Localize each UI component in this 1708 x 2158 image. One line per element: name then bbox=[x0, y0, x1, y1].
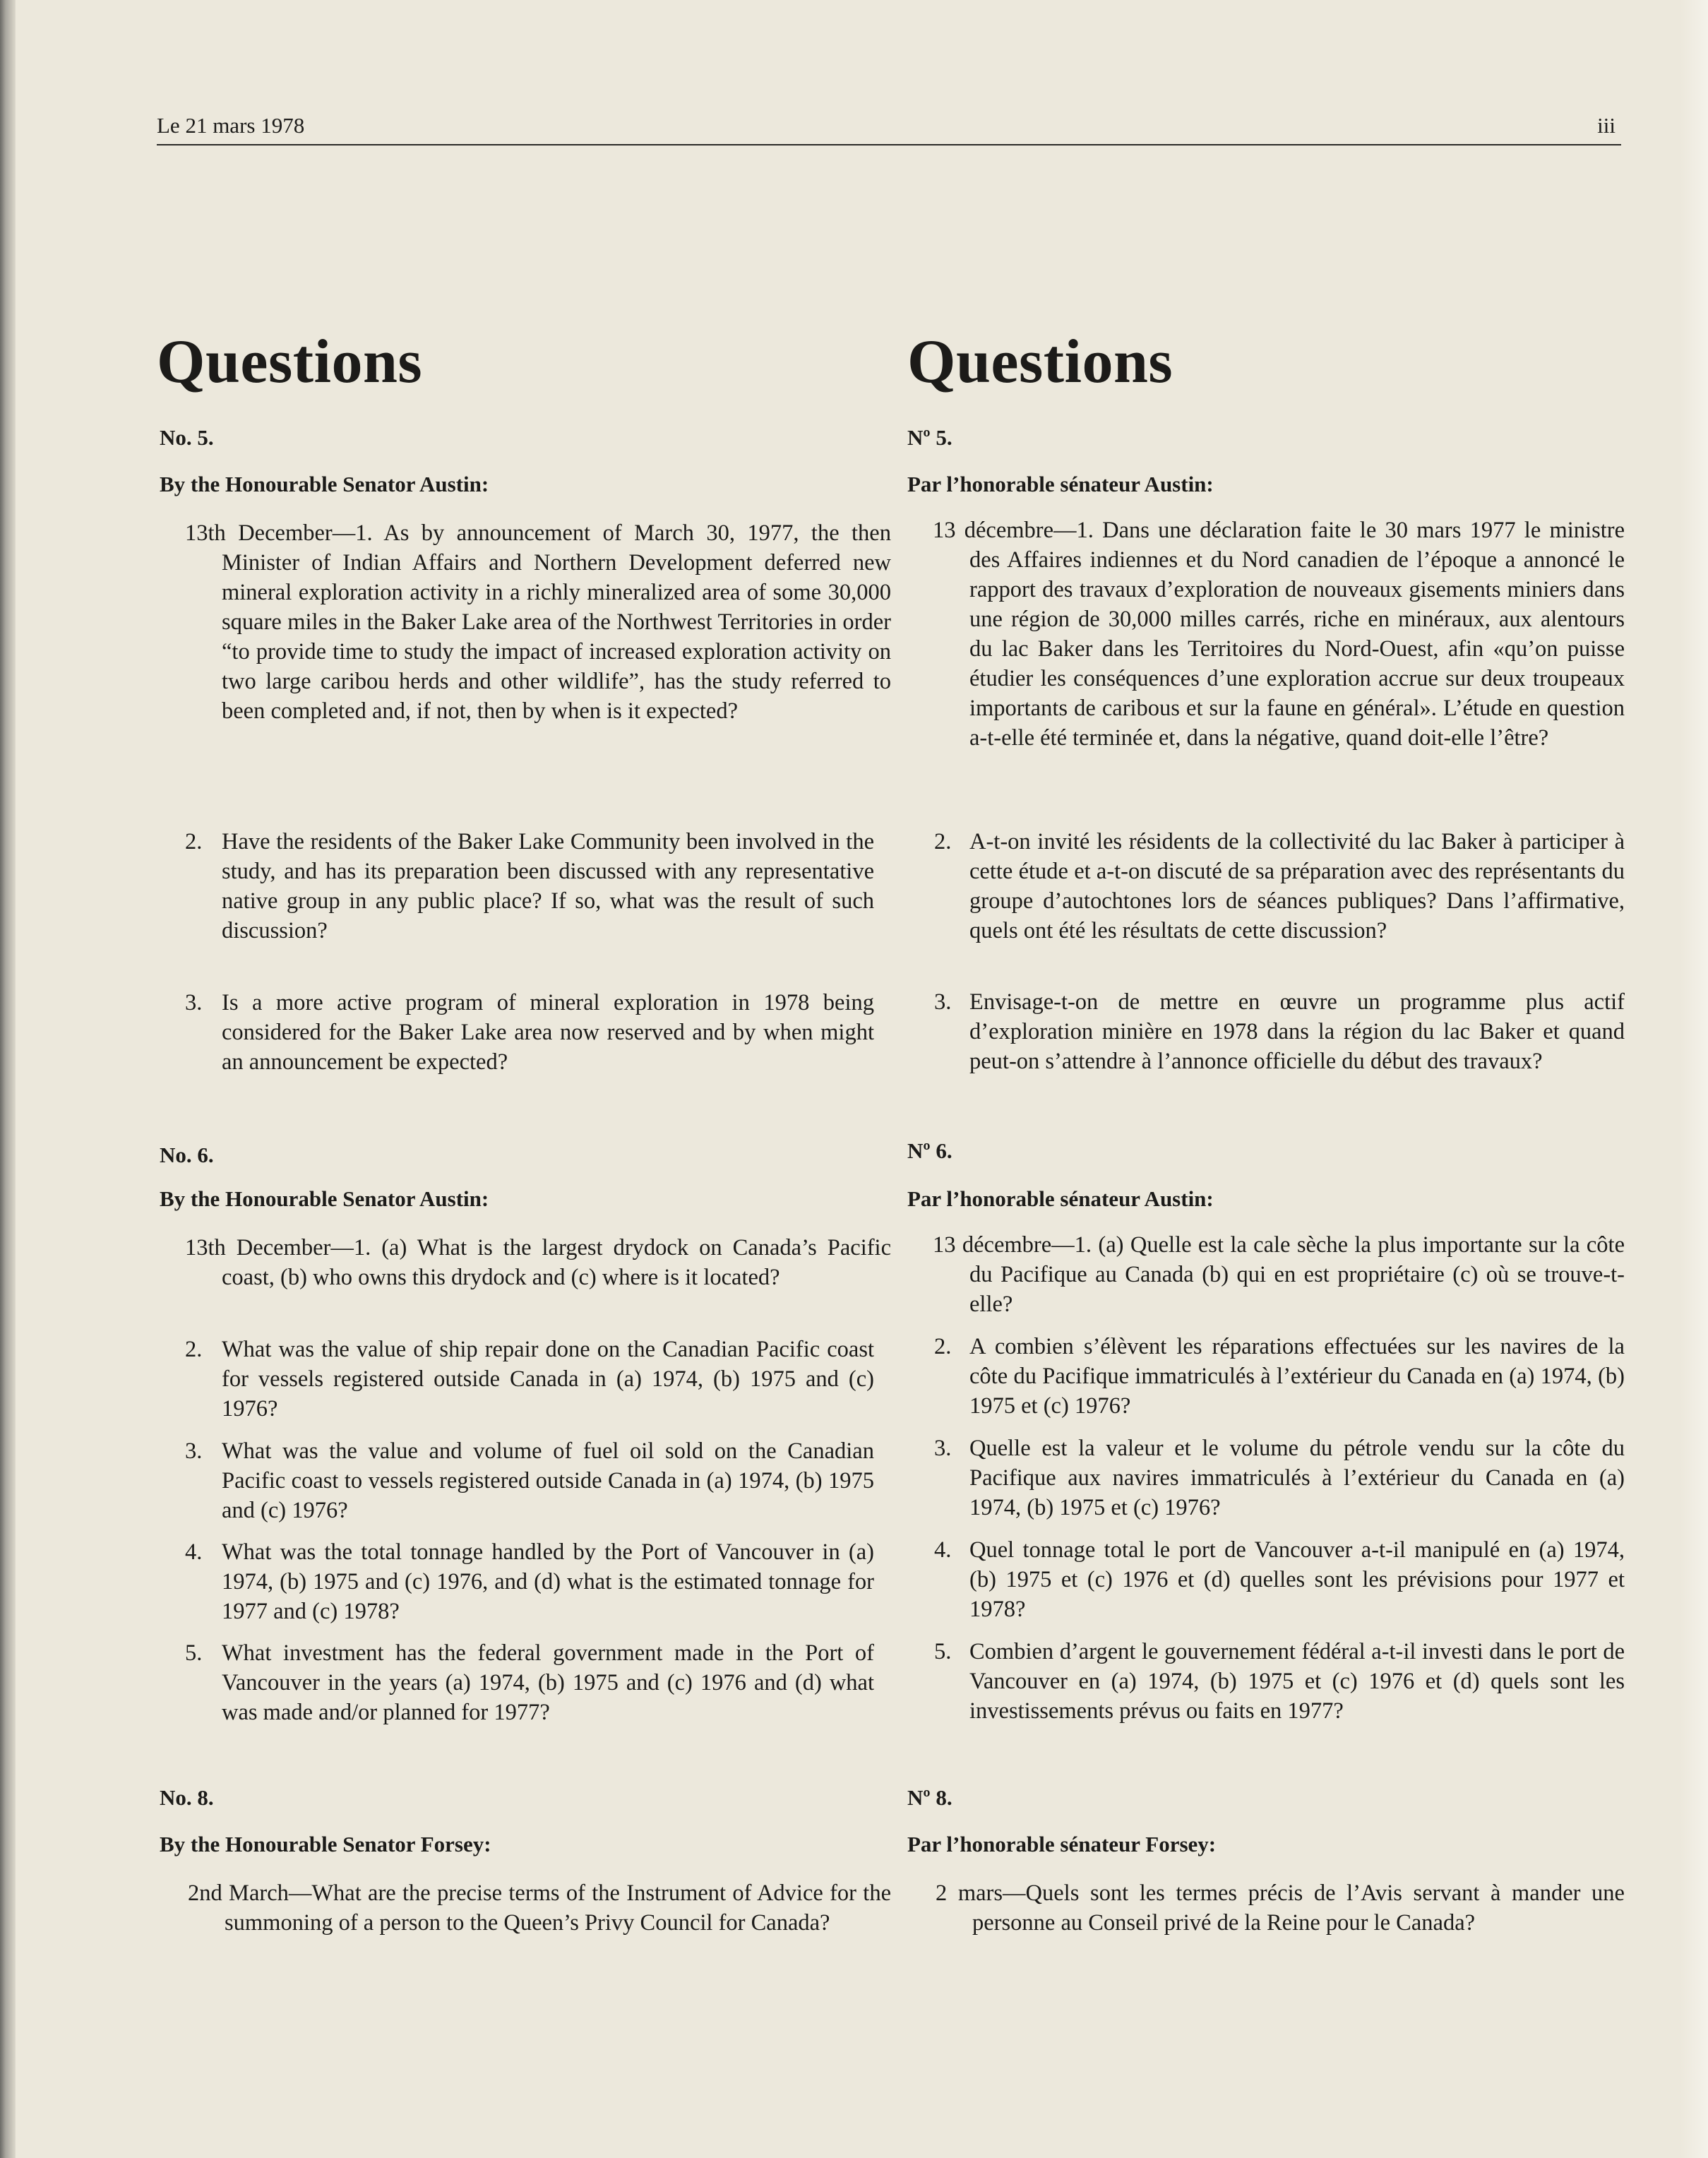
item-text: Have the residents of the Baker Lake Community been involved in the study, and has its preparation been discussed with any representative native group in any public place? If so, what was the result of such discussion? bbox=[222, 829, 874, 943]
item-text: What investment has the federal government made in the Port of Vancouver in the years (a) 1974, (b) 1975 and (c) 1976 and (d) what was made and/or planned for 1977? bbox=[222, 1640, 874, 1725]
item-text: Is a more active program of mineral exploration in 1978 being considered for the Baker Lake area now reserved and by when might an announcement be expected? bbox=[222, 990, 874, 1075]
item-number: 3. bbox=[934, 1436, 952, 1461]
question-item bbox=[157, 1335, 874, 1424]
item-text: A-t-on invité les résidents de la collectivité du lac Baker à participer à cette étude et a-t-on discuté de sa préparation avec des représentants du groupe d’autochtones lors de séances publiques? Dans l’affirmative, quels ont été les résultats de cette discussion? bbox=[969, 829, 1625, 943]
page-header bbox=[157, 107, 1621, 145]
item-text: Quelle est la valeur et le volume du pétrole vendu sur la côte du Pacifique aux navires immatriculés à l’extérieur du Canada en (a) 1974, (b) 1975 et (c) 1976? bbox=[969, 1436, 1625, 1520]
question-number: Nº 5. bbox=[907, 425, 952, 450]
question-intro: 13th December—1. As by announcement of March 30, 1977, the then Minister of Indian Affairs and Northern Development deferred new mineral exploration activity in a richly mineralized area of some 30,000 square miles in the Baker Lake area of the Northwest Territories in order “to provide time to study the impact of increased exploration activity on two large caribou herds and other wildlife”, has the study referred to been completed and, if not, then by when is it expected? bbox=[185, 520, 891, 724]
question-item bbox=[907, 1433, 1625, 1522]
item-number: 3. bbox=[934, 989, 952, 1015]
question-item bbox=[157, 1436, 874, 1525]
question-number: Nº 8. bbox=[907, 1785, 952, 1810]
item-text: What was the value of ship repair done on the Canadian Pacific coast for vessels registered outside Canada in (a) 1974, (b) 1975 and (c) 1976? bbox=[222, 1337, 874, 1421]
item-text: A combien s’élèvent les réparations effectuées sur les navires de la côte du Pacifique immatriculés à l’extérieur du Canada en (a) 1974, (b) 1975 et (c) 1976? bbox=[969, 1334, 1625, 1419]
question-item bbox=[157, 1537, 874, 1626]
question-byline: Par l’honorable sénateur Austin: bbox=[907, 472, 1214, 496]
question-number: No. 5. bbox=[160, 425, 214, 450]
question-intro: 13 décembre—1. (a) Quelle est la cale sèche la plus importante sur la côte du Pacifique au Canada (b) qui en est propriétaire (c) où se trouve-t-elle? bbox=[933, 1232, 1625, 1317]
item-number: 3. bbox=[185, 990, 203, 1015]
item-number: 4. bbox=[185, 1539, 203, 1565]
item-text: Envisage-t-on de mettre en œuvre un programme plus actif d’exploration minière en 1978 dans la région du lac Baker et quand peut-on s’attendre à l’annonce officielle du début des travaux? bbox=[969, 989, 1625, 1074]
question-number: Nº 6. bbox=[907, 1138, 952, 1163]
page-title-fr: Questions bbox=[907, 328, 1173, 396]
header-page-number: iii bbox=[1597, 113, 1616, 138]
item-text: What was the value and volume of fuel oil sold on the Canadian Pacific coast to vessels registered outside Canada in (a) 1974, (b) 1975 and (c) 1976? bbox=[222, 1438, 874, 1523]
item-number: 2. bbox=[185, 1337, 203, 1362]
question-number: No. 6. bbox=[160, 1143, 214, 1167]
item-number: 2. bbox=[934, 1334, 952, 1359]
question-intro: 13th December—1. (a) What is the largest drydock on Canada’s Pacific coast, (b) who owns this drydock and (c) where is it located? bbox=[185, 1235, 891, 1290]
item-text: Combien d’argent le gouvernement fédéral a-t-il investi dans le port de Vancouver en (a) 1974, (b) 1975 et (c) 1976 et (d) quels sont les investissements prévus ou faits en 1977? bbox=[969, 1639, 1625, 1724]
item-text: What was the total tonnage handled by the Port of Vancouver in (a) 1974, (b) 1975 and (c) 1976, and (d) what is the estimated tonnage for 1977 and (c) 1978? bbox=[222, 1539, 874, 1624]
item-number: 5. bbox=[934, 1639, 952, 1664]
scan-edge-right bbox=[1680, 0, 1708, 2158]
question-intro: 2nd March—What are the precise terms of the Instrument of Advice for the summoning of a person to the Queen’s Privy Council for Canada? bbox=[188, 1880, 891, 1936]
question-byline: By the Honourable Senator Austin: bbox=[160, 1186, 489, 1211]
item-number: 2. bbox=[185, 829, 203, 854]
question-item bbox=[907, 987, 1625, 1076]
page-title: Questions bbox=[157, 328, 423, 396]
question-item bbox=[907, 1332, 1625, 1421]
item-number: 5. bbox=[185, 1640, 203, 1666]
question-number: No. 8. bbox=[160, 1785, 214, 1810]
question-item bbox=[907, 827, 1625, 946]
item-text: Quel tonnage total le port de Vancouver a-t-il manipulé en (a) 1974, (b) 1975 et (c) 1976 et (d) quelles sont les prévisions pour 1977 et 1978? bbox=[969, 1537, 1625, 1622]
scan-edge-left bbox=[0, 0, 16, 2158]
question-item bbox=[157, 988, 874, 1077]
item-number: 2. bbox=[934, 829, 952, 854]
item-number: 3. bbox=[185, 1438, 203, 1464]
question-item bbox=[157, 827, 874, 946]
question-item bbox=[907, 1535, 1625, 1624]
item-number: 4. bbox=[934, 1537, 952, 1563]
question-byline: By the Honourable Senator Forsey: bbox=[160, 1832, 491, 1856]
question-item bbox=[907, 1637, 1625, 1726]
question-byline: By the Honourable Senator Austin: bbox=[160, 472, 489, 496]
question-byline: Par l’honorable sénateur Austin: bbox=[907, 1186, 1214, 1211]
question-item bbox=[157, 1638, 874, 1727]
question-byline: Par l’honorable sénateur Forsey: bbox=[907, 1832, 1217, 1856]
question-intro: 13 décembre—1. Dans une déclaration faite le 30 mars 1977 le ministre des Affaires indiennes et du Nord canadien de l’époque a annoncé le rapport des travaux d’exploration de nouveaux gisements miniers dans une région de 30,000 milles carrés, riche en minéraux, aux alentours du lac Baker dans les Territoires du Nord-Ouest, afin «qu’on puisse étudier les conséquences d’une exploration accrue sur deux troupeaux importants de caribous et sur la faune en général». L’étude en question a-t-elle été terminée et, dans la négative, quand doit-elle l’être? bbox=[933, 518, 1625, 751]
question-intro: 2 mars—Quels sont les termes précis de l’Avis servant à mander une personne au Conseil privé de la Reine pour le Canada? bbox=[936, 1880, 1625, 1936]
header-date: Le 21 mars 1978 bbox=[157, 113, 305, 138]
